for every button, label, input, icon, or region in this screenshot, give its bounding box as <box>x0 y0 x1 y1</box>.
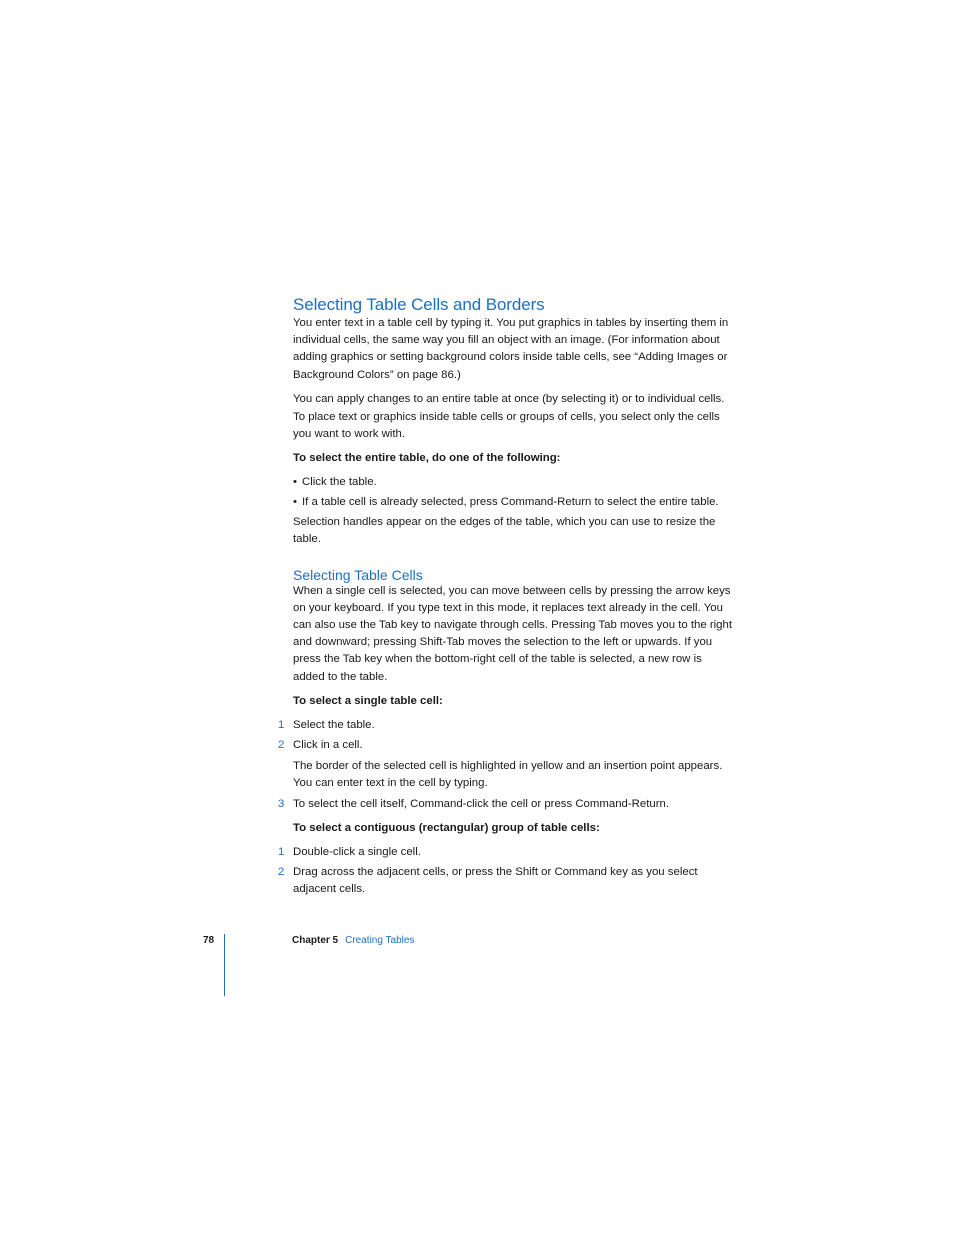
step-number: 1 <box>278 845 285 858</box>
step-item <box>278 737 733 754</box>
bullet-item <box>293 494 733 511</box>
bullet-text: If a table cell is already selected, press Command-Return to select the entire table. <box>302 496 719 509</box>
task-intro: To select a single table cell: <box>293 695 443 708</box>
subsection-title: Selecting Table Cells <box>293 566 423 583</box>
step-text: Select the table. <box>293 718 375 731</box>
bullet-icon: • <box>293 476 297 489</box>
task-intro: To select the entire table, do one of the following: <box>293 452 561 465</box>
step-number: 1 <box>278 718 285 731</box>
body-paragraph: You can apply changes to an entire table at once (by selecting it) or to individual cells. To place text or graphics inside table cells or groups of cells, you select only the cells you want to work with. <box>293 393 725 440</box>
step-text: Click in a cell. <box>293 739 363 752</box>
page-number: 78 <box>203 935 215 946</box>
footer-divider <box>224 934 225 996</box>
bullet-item <box>293 474 733 491</box>
step-text: To select the cell itself, Command-click the cell or press Command-Return. <box>293 797 670 810</box>
step-item <box>278 717 733 734</box>
step-item <box>278 796 733 813</box>
step-item <box>278 844 733 861</box>
section-title: Selecting Table Cells and Borders <box>293 295 545 314</box>
step-number: 3 <box>278 797 285 810</box>
body-paragraph: Selection handles appear on the edges of the table, which you can use to resize the table. <box>293 516 716 546</box>
body-paragraph: When a single cell is selected, you can move between cells by pressing the arrow keys on your keyboard. If you type text in this mode, it replaces text already in the cell. You can also use the Tab key to navigate through cells. Pressing Tab moves you to the right and downward; pressing Shift-Tab moves the selection to the left or upwards. If you press the Tab key when the bottom-right cell of the table is selected, a new row is added to the table. <box>293 584 733 683</box>
chapter-title: Creating Tables <box>345 935 415 946</box>
page-content <box>278 294 733 902</box>
step-text: Drag across the adjacent cells, or press the Shift or Command key as you select adjacent cells. <box>293 866 698 896</box>
task-intro: To select a contiguous (rectangular) group of table cells: <box>293 821 600 834</box>
bullet-icon: • <box>293 496 297 509</box>
step-number: 2 <box>278 739 285 752</box>
step-number: 2 <box>278 866 285 879</box>
chapter-label: Chapter 5 <box>292 935 339 946</box>
step-text: Double-click a single cell. <box>293 845 421 858</box>
footer-chapter <box>292 935 414 947</box>
body-paragraph: You enter text in a table cell by typing it. You put graphics in tables by inserting them in individual cells, the same way you fill an object with an image. (For information about adding graphics or setting background colors inside table cells, see “Adding Images or Background Colors” on page 86.) <box>293 317 729 381</box>
step-note: The border of the selected cell is highlighted in yellow and an insertion point appears. You can enter text in the cell by typing. <box>293 759 723 790</box>
step-item <box>278 864 733 898</box>
bullet-text: Click the table. <box>302 476 377 489</box>
